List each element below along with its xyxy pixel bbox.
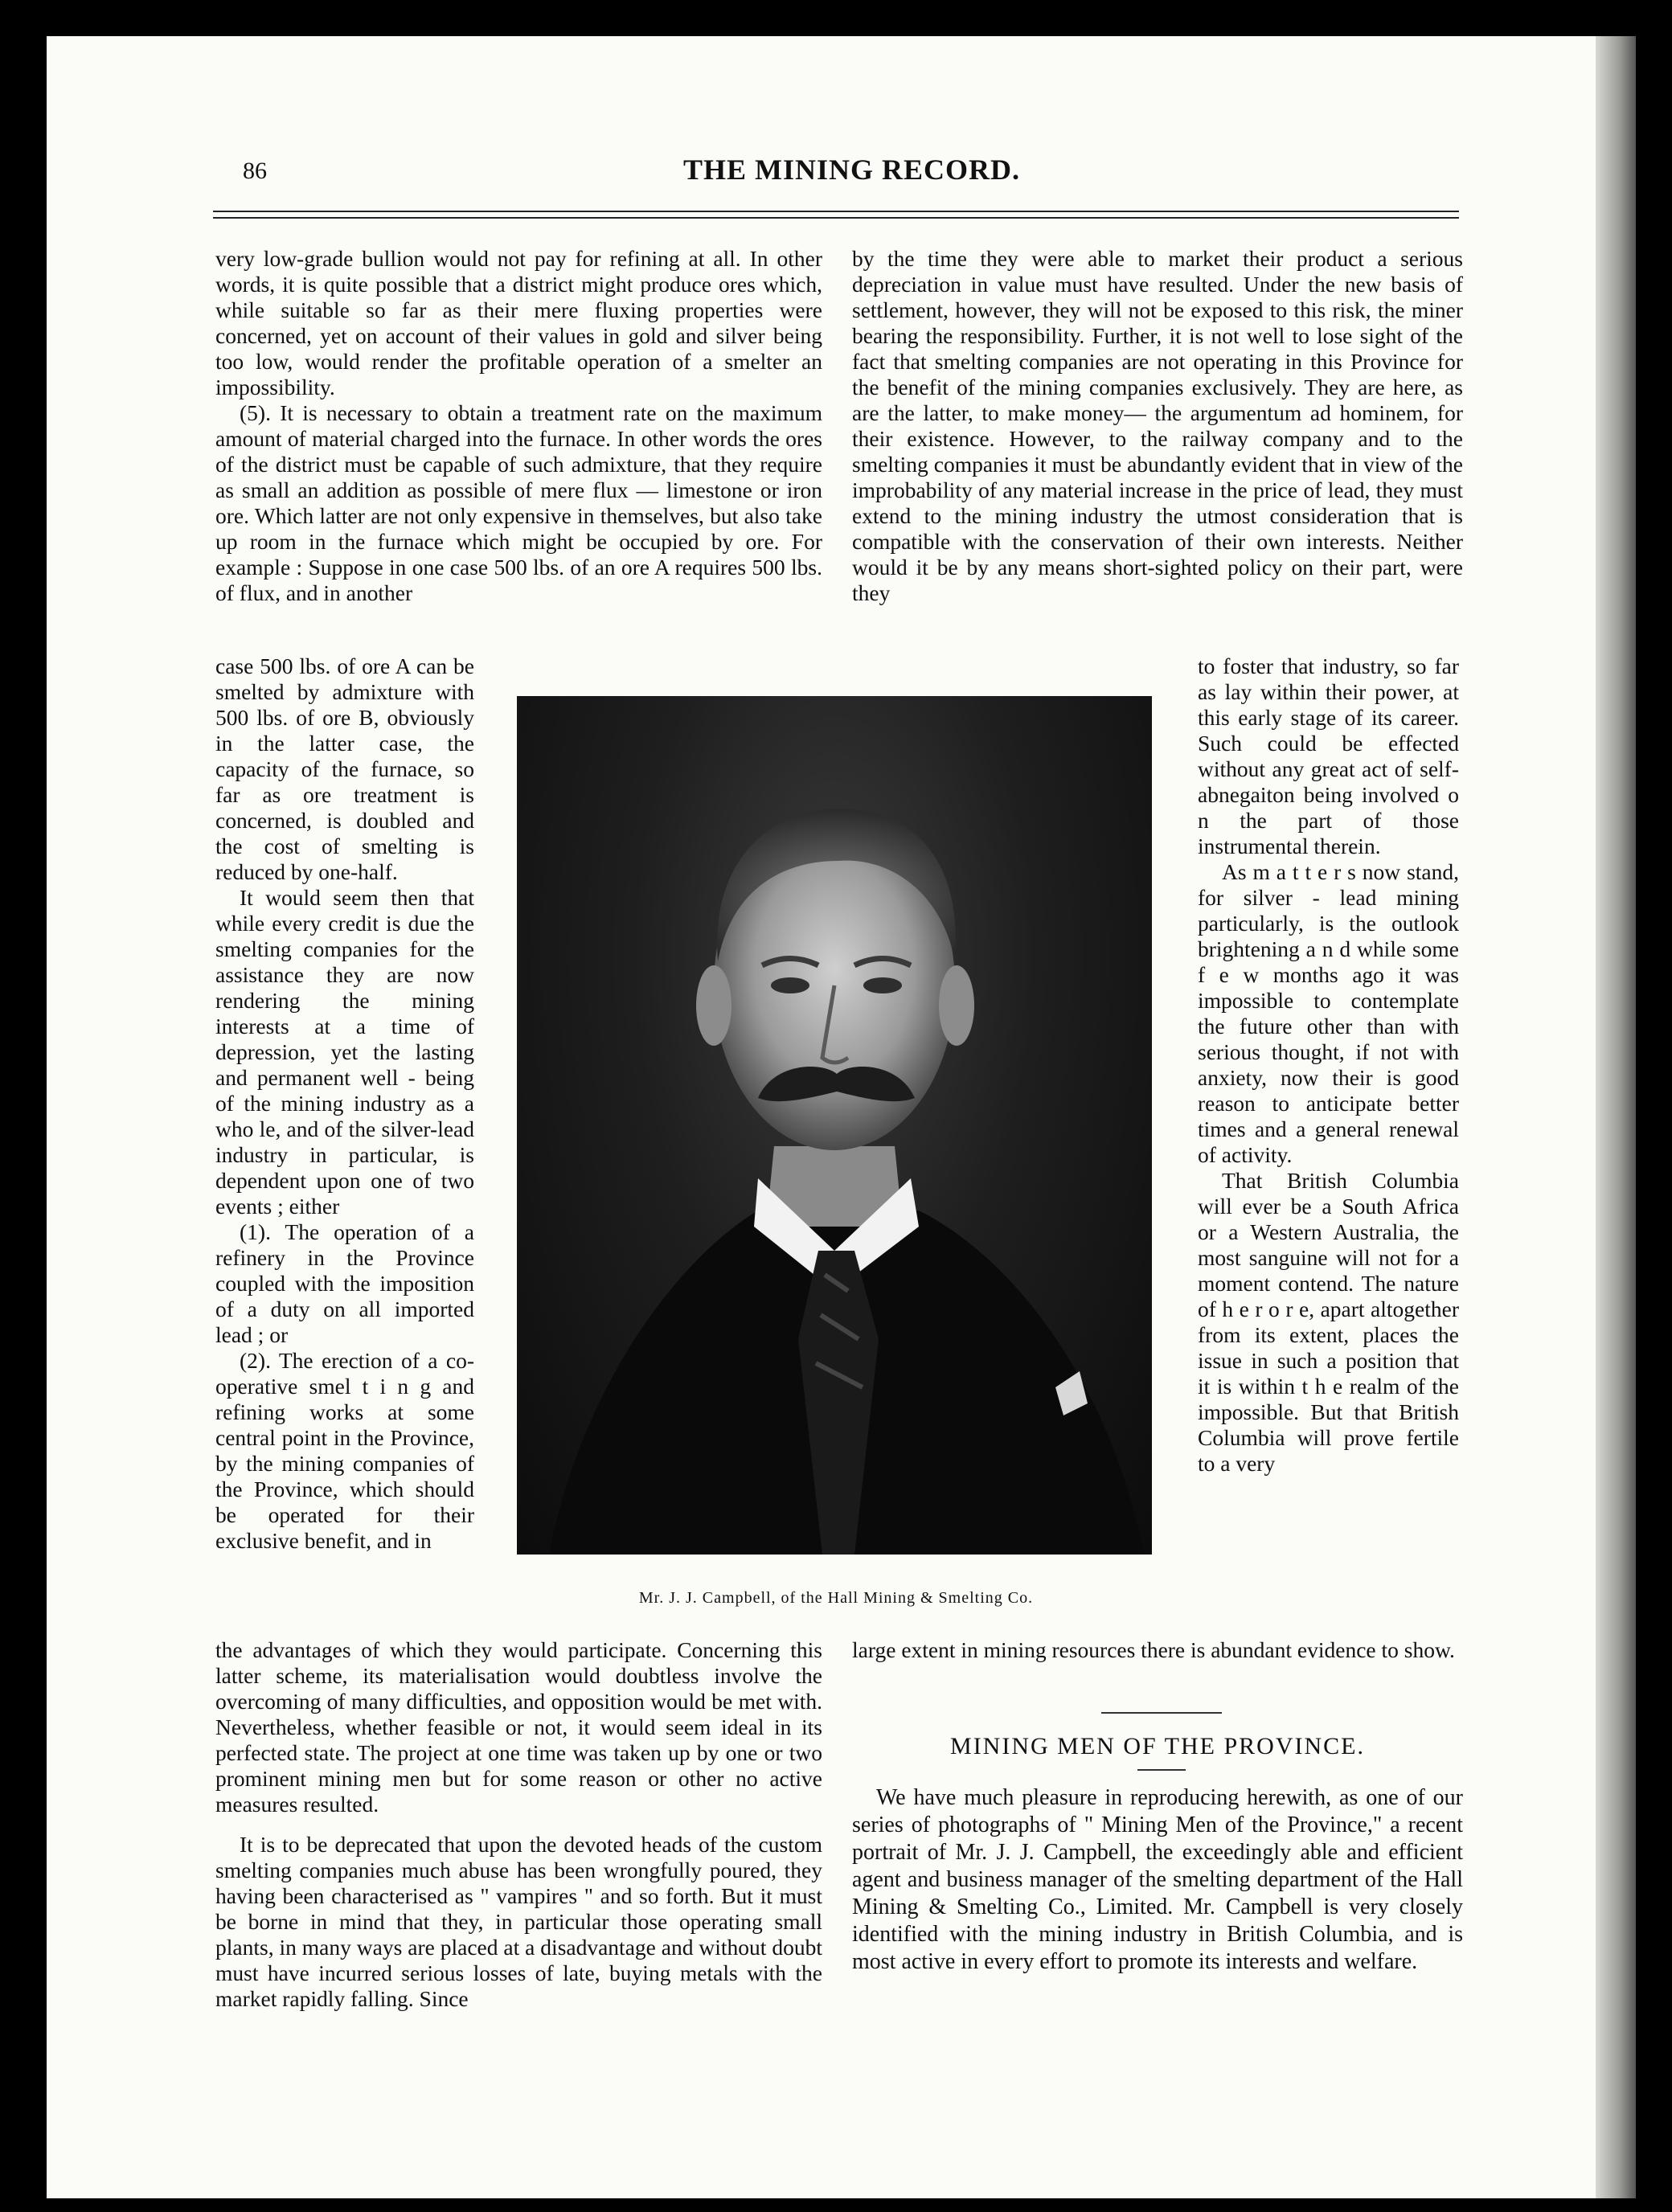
- section-divider: [1101, 1712, 1222, 1714]
- portrait-illustration: [517, 696, 1152, 1555]
- section-body: [852, 1784, 1463, 1976]
- journal-title: THE MINING RECORD.: [683, 154, 1021, 186]
- right-column-narrow: [1198, 653, 1459, 1477]
- paragraph: (2). The erection of a co-operative smel t i n g and refining works at some central point in the Province, by the mining companies of the Province, which should be operated for their exclusive benefit, and in: [215, 1348, 474, 1553]
- paragraph: case 500 lbs. of ore A can be smelted by admixture with 500 lbs. of ore B, obviously in the latter case, the capacity of the furnace, so far as ore treatment is concerned, is doubled and the cost of smelting is reduced by one-half.: [215, 653, 474, 884]
- header-rule-2: [213, 217, 1459, 219]
- portrait-photo: [517, 696, 1152, 1555]
- paragraph: by the time they were able to market their product a serious depreciation in value must have resulted. Under the new basis of settlement, however, they will not be exposed to this risk, the miner bearing the responsibility. Further, it is not well to lose sight of the fact that smelting companies are not operating in this Province for the benefit of the mining companies exclusively. They are here, as are the latter, to make money— the argumentum ad hominem, for their existence. However, to the railway company and to the smelting companies it must be abundantly evident that in view of the improbability of any material increase in the price of lead, they must extend to the mining industry the utmost consideration that is compatible with the conservation of their own interests. Neither would it be by any means short-sighted policy on their part, were they: [852, 246, 1463, 605]
- header-rule: [213, 211, 1459, 212]
- paragraph: very low-grade bullion would not pay for refining at all. In other words, it is quite possible that a district might produce ores which, while suitable so far as their mere fluxing properties were concerned, yet on account of their values in gold and silver being too low, would render the profitable operation of a smelter an impossibility.: [215, 246, 822, 399]
- right-column-continuation: [852, 1637, 1463, 1663]
- paragraph: to foster that industry, so far as lay within their power, at this early stage of its career. Such could be effected without any great act of self-abnegaiton being involved o n the part of those instrumental therein.: [1198, 653, 1459, 858]
- paragraph: That British Columbia will ever be a South Africa or a Western Australia, the most sanguine will not for a moment contend. The nature of h e r o r e, apart altogether from its extent, places the issue in such a position that it is within t h e realm of the impossible. But that British Columbia will prove fertile to a very: [1198, 1168, 1459, 1476]
- right-column-top: [852, 246, 1463, 606]
- paragraph: As m a t t e r s now stand, for silver - lead mining particularly, is the outlook brightening a n d while some f e w months ago it was impossible to contemplate the future other than with serious thought, if not with anxiety, now their is good reason to anticipate better times and a general renewal of activity.: [1198, 859, 1459, 1167]
- page-edge-shadow: [1596, 36, 1636, 2198]
- section-title: MINING MEN OF THE PROVINCE.: [950, 1733, 1365, 1759]
- paragraph: It would seem then that while every credit is due the smelting companies for the assistance they are now rendering the mining interests at a time of depression, yet the lasting and permanent well - being of the mining industry as a who le, and of the silver-lead industry in particular, is dependent upon one of two events ; either: [215, 885, 474, 1219]
- paragraph: (1). The operation of a refinery in the Province coupled with the imposition of a duty on all imported lead ; or: [215, 1219, 474, 1347]
- left-column-bottom: [215, 1637, 822, 2012]
- paragraph: It is to be deprecated that upon the devoted heads of the custom smelting companies much abuse has been wrongfully poured, they having been characterised as " vampires " and so forth. But it must be borne in mind that they, in particular those operating small plants, in many ways are placed at a disadvantage and without doubt must have incurred serious losses of late, buying metals with the market rapidly falling. Since: [215, 1832, 822, 2011]
- paragraph: We have much pleasure in reproducing herewith, as one of our series of photographs of " Mining Men of the Province," a recent portrait of Mr. J. J. Campbell, the exceedingly able and efficient agent and business manager of the smelting department of the Hall Mining & Smelting Co., Limited. Mr. Campbell is very closely identified with the mining industry in British Columbia, and is most active in every effort to promote its interests and welfare.: [852, 1785, 1463, 1974]
- section-title-underline: [1137, 1769, 1186, 1771]
- left-column-narrow: [215, 653, 474, 1554]
- photo-caption: Mr. J. J. Campbell, of the Hall Mining & Smelting Co.: [638, 1589, 1034, 1607]
- page-number: 86: [243, 158, 267, 184]
- paragraph: (5). It is necessary to obtain a treatment rate on the maximum amount of material charged into the furnace. In other words the ores of the district must be capable of such admixture, that they require as small an addition as possible of mere flux — limestone or iron ore. Which latter are not only expensive in themselves, but also take up room in the furnace which might be occupied by ore. For example : Suppose in one case 500 lbs. of an ore A requires 500 lbs. of flux, and in another: [215, 400, 822, 605]
- paragraph: the advantages of which they would participate. Concerning this latter scheme, its materialisation would doubtless involve the overcoming of many difficulties, and opposition would be met with. Nevertheless, whether feasible or not, it would seem ideal in its perfected state. The project at one time was taken up by one or two prominent mining men but for some reason or other no active measures resulted.: [215, 1637, 822, 1817]
- left-column-top: [215, 246, 822, 606]
- paragraph: large extent in mining resources there is abundant evidence to show.: [852, 1637, 1455, 1662]
